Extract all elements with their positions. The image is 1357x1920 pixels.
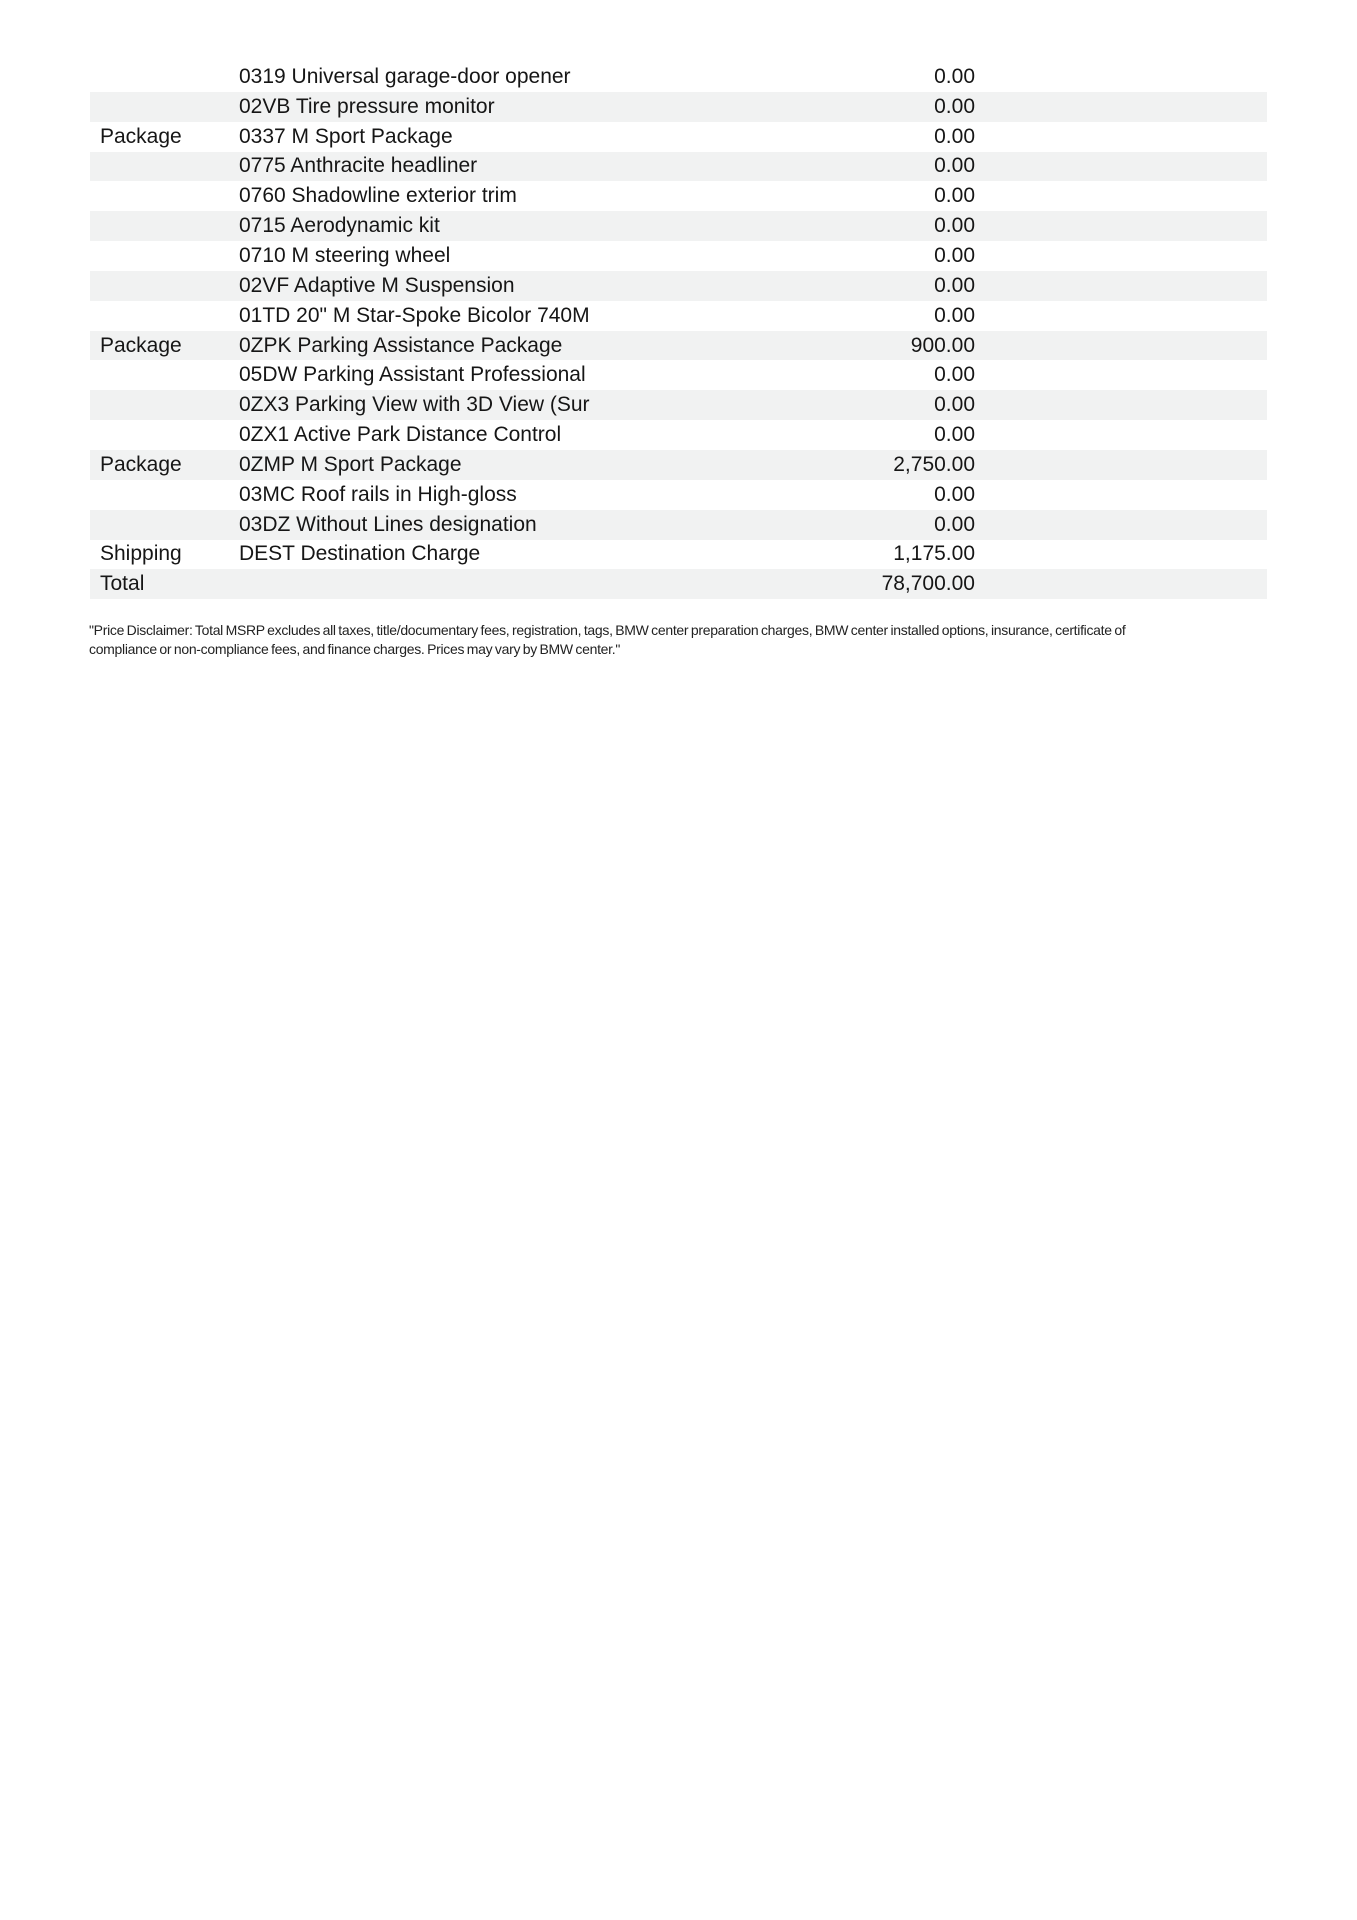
price-disclaimer — [89, 621, 1309, 660]
row-item-label: 0ZPK Parking Assistance Package — [239, 333, 563, 357]
table-row — [90, 181, 1267, 211]
row-price-value: 2,750.00 — [893, 452, 975, 476]
row-item-label: 05DW Parking Assistant Professional — [239, 363, 586, 387]
row-price-value: 0.00 — [934, 243, 975, 267]
table-row — [90, 450, 1267, 480]
row-price-value: 0.00 — [934, 273, 975, 297]
row-category-label: Total — [100, 572, 145, 596]
table-row — [90, 92, 1267, 122]
row-price-value: 0.00 — [934, 363, 975, 387]
row-item-label: 03DZ Without Lines designation — [239, 512, 537, 536]
table-row — [90, 331, 1267, 361]
table-row — [90, 62, 1267, 92]
row-item-label: DEST Destination Charge — [239, 542, 481, 566]
row-item-label: 0ZX1 Active Park Distance Control — [239, 423, 562, 447]
row-item-label: 0337 M Sport Package — [239, 124, 453, 148]
table-row — [90, 390, 1267, 420]
table-row — [90, 271, 1267, 301]
table-row — [90, 301, 1267, 331]
table-row — [90, 152, 1267, 182]
vehicle-options-table — [90, 62, 1267, 599]
row-price-value: 0.00 — [934, 64, 975, 88]
row-price-value: 0.00 — [934, 303, 975, 327]
table-row — [90, 420, 1267, 450]
row-category-label: Package — [100, 452, 182, 476]
table-row — [90, 540, 1267, 570]
row-price-value: 0.00 — [934, 393, 975, 417]
row-price-value: 0.00 — [934, 423, 975, 447]
row-price-value: 0.00 — [934, 184, 975, 208]
row-price-value: 0.00 — [934, 214, 975, 238]
table-row — [90, 569, 1267, 599]
row-item-label: 0775 Anthracite headliner — [239, 154, 478, 178]
row-price-value: 0.00 — [934, 94, 975, 118]
row-item-label: 02VF Adaptive M Suspension — [239, 273, 515, 297]
row-item-label: 0710 M steering wheel — [239, 243, 451, 267]
row-price-value: 900.00 — [910, 333, 975, 357]
table-row — [90, 480, 1267, 510]
row-price-value: 1,175.00 — [893, 542, 975, 566]
row-item-label: 03MC Roof rails in High-gloss — [239, 482, 517, 506]
table-row — [90, 360, 1267, 390]
table-row — [90, 510, 1267, 540]
row-item-label: 01TD 20" M Star-Spoke Bicolor 740M — [239, 303, 590, 327]
row-price-value: 0.00 — [934, 482, 975, 506]
row-item-label: 0ZX3 Parking View with 3D View (Sur — [239, 393, 590, 417]
table-row — [90, 241, 1267, 271]
price-disclaimer-line-2: compliance or non-compliance fees, and finance charges. Prices may vary by BMW center." — [89, 641, 621, 658]
row-item-label: 0760 Shadowline exterior trim — [239, 184, 517, 208]
row-category-label: Package — [100, 333, 182, 357]
row-category-label: Shipping — [100, 542, 182, 566]
row-item-label: 0319 Universal garage-door opener — [239, 64, 571, 88]
row-price-value: 78,700.00 — [881, 572, 975, 596]
row-item-label: 0715 Aerodynamic kit — [239, 214, 440, 238]
row-category-label: Package — [100, 124, 182, 148]
price-disclaimer-line-1: "Price Disclaimer: Total MSRP excludes all taxes, title/documentary fees, registration, tags, BMW center preparation charges, BMW center installed options, insurance, certificate of — [89, 622, 1126, 638]
row-item-label: 02VB Tire pressure monitor — [239, 94, 495, 118]
row-item-label: 0ZMP M Sport Package — [239, 452, 462, 476]
row-price-value: 0.00 — [934, 124, 975, 148]
table-row — [90, 122, 1267, 152]
row-price-value: 0.00 — [934, 512, 975, 536]
table-row — [90, 211, 1267, 241]
row-price-value: 0.00 — [934, 154, 975, 178]
